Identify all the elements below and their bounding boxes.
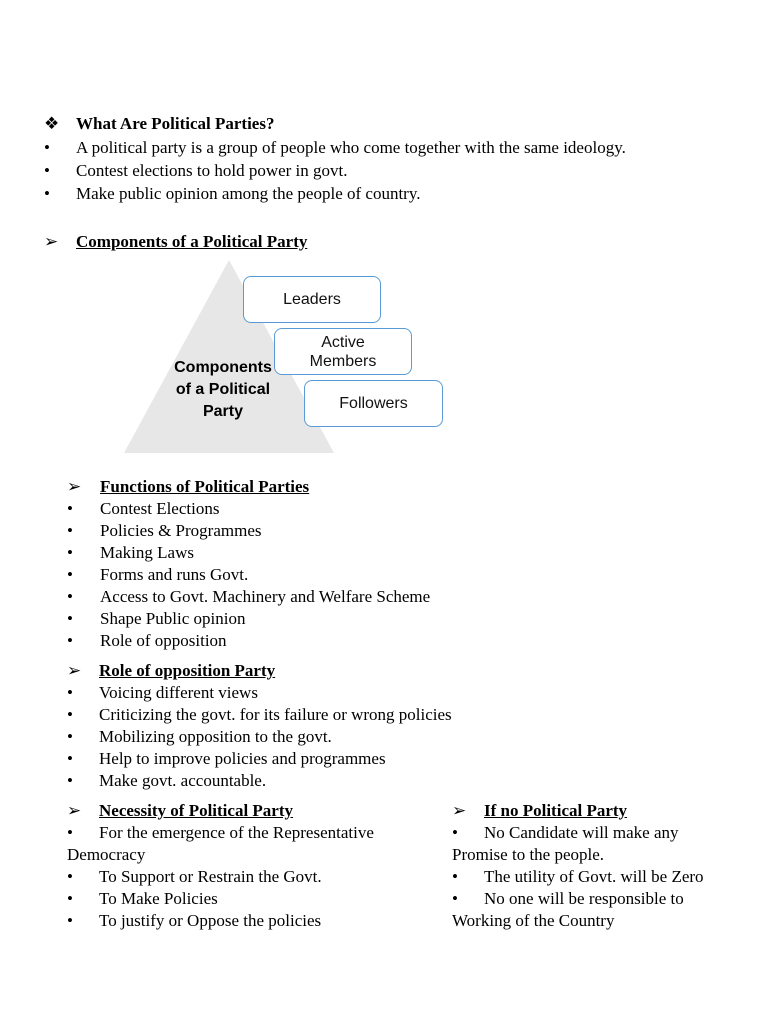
opposition-bullet: Criticizing the govt. for its failure or wrong policies: [99, 705, 452, 724]
bullet-icon: •: [44, 138, 50, 157]
intro-heading: What Are Political Parties?: [76, 114, 275, 133]
no-party-bullet-continued: Promise to the people.: [452, 845, 605, 864]
opposition-bullet: Make govt. accountable.: [99, 771, 267, 790]
arrow-bullet-icon: ➢: [67, 477, 82, 496]
bullet-icon: •: [67, 683, 73, 702]
functions-heading: Functions of Political Parties: [100, 477, 310, 496]
components-diagram: [120, 258, 450, 458]
bullet-icon: •: [67, 823, 73, 842]
active-members-box: Active Members: [274, 328, 412, 375]
bullet-icon: •: [452, 867, 458, 886]
bullet-icon: •: [67, 521, 73, 540]
functions-bullet: Forms and runs Govt.: [100, 565, 249, 584]
intro-bullet: Contest elections to hold power in govt.: [76, 161, 348, 180]
no-party-heading: If no Political Party: [484, 801, 628, 820]
functions-bullet: Role of opposition: [100, 631, 227, 650]
no-party-bullet: The utility of Govt. will be Zero: [484, 867, 704, 886]
necessity-bullet: To justify or Oppose the policies: [99, 911, 322, 930]
functions-bullet: Contest Elections: [100, 499, 220, 518]
opposition-bullet: Help to improve policies and programmes: [99, 749, 386, 768]
leaders-box: Leaders: [243, 276, 381, 323]
arrow-bullet-icon: ➢: [44, 232, 59, 251]
bullet-icon: •: [67, 867, 73, 886]
necessity-bullet-continued: Democracy: [67, 845, 146, 864]
no-party-bullet: No one will be responsible to: [484, 889, 684, 908]
bullet-icon: •: [67, 889, 73, 908]
bullet-icon: •: [67, 587, 73, 606]
bullet-icon: •: [67, 911, 73, 930]
bullet-icon: •: [452, 823, 458, 842]
arrow-bullet-icon: ➢: [67, 661, 82, 680]
components-heading: Components of a Political Party: [76, 232, 308, 251]
opposition-heading: Role of opposition Party: [99, 661, 276, 680]
bullet-icon: •: [67, 749, 73, 768]
opposition-bullet: Voicing different views: [99, 683, 258, 702]
functions-bullet: Shape Public opinion: [100, 609, 246, 628]
intro-bullet: Make public opinion among the people of country.: [76, 184, 421, 203]
bullet-icon: •: [67, 727, 73, 746]
no-party-bullet: No Candidate will make any: [484, 823, 679, 842]
bullet-icon: •: [67, 609, 73, 628]
bullet-icon: •: [67, 631, 73, 650]
diagram-center-label: Components of a Political Party: [174, 359, 272, 420]
functions-bullet: Access to Govt. Machinery and Welfare Scheme: [100, 587, 431, 606]
necessity-bullet: To Make Policies: [99, 889, 218, 908]
necessity-bullet: For the emergence of the Representative: [99, 823, 374, 842]
intro-bullet: A political party is a group of people who come together with the same ideology.: [76, 138, 626, 157]
bullet-icon: •: [44, 184, 50, 203]
no-party-bullet-continued: Working of the Country: [452, 911, 615, 930]
bullet-icon: •: [67, 543, 73, 562]
followers-box: Followers: [304, 380, 443, 427]
bullet-icon: •: [67, 565, 73, 584]
bullet-icon: •: [67, 771, 73, 790]
bullet-icon: •: [67, 499, 73, 518]
bullet-icon: •: [44, 161, 50, 180]
arrow-bullet-icon: ➢: [452, 801, 467, 820]
opposition-bullet: Mobilizing opposition to the govt.: [99, 727, 332, 746]
functions-bullet: Policies & Programmes: [100, 521, 262, 540]
necessity-heading: Necessity of Political Party: [99, 801, 294, 820]
diamond-bullet-icon: ❖: [44, 114, 60, 133]
bullet-icon: •: [452, 889, 458, 908]
necessity-bullet: To Support or Restrain the Govt.: [99, 867, 322, 886]
arrow-bullet-icon: ➢: [67, 801, 82, 820]
bullet-icon: •: [67, 705, 73, 724]
functions-bullet: Making Laws: [100, 543, 194, 562]
